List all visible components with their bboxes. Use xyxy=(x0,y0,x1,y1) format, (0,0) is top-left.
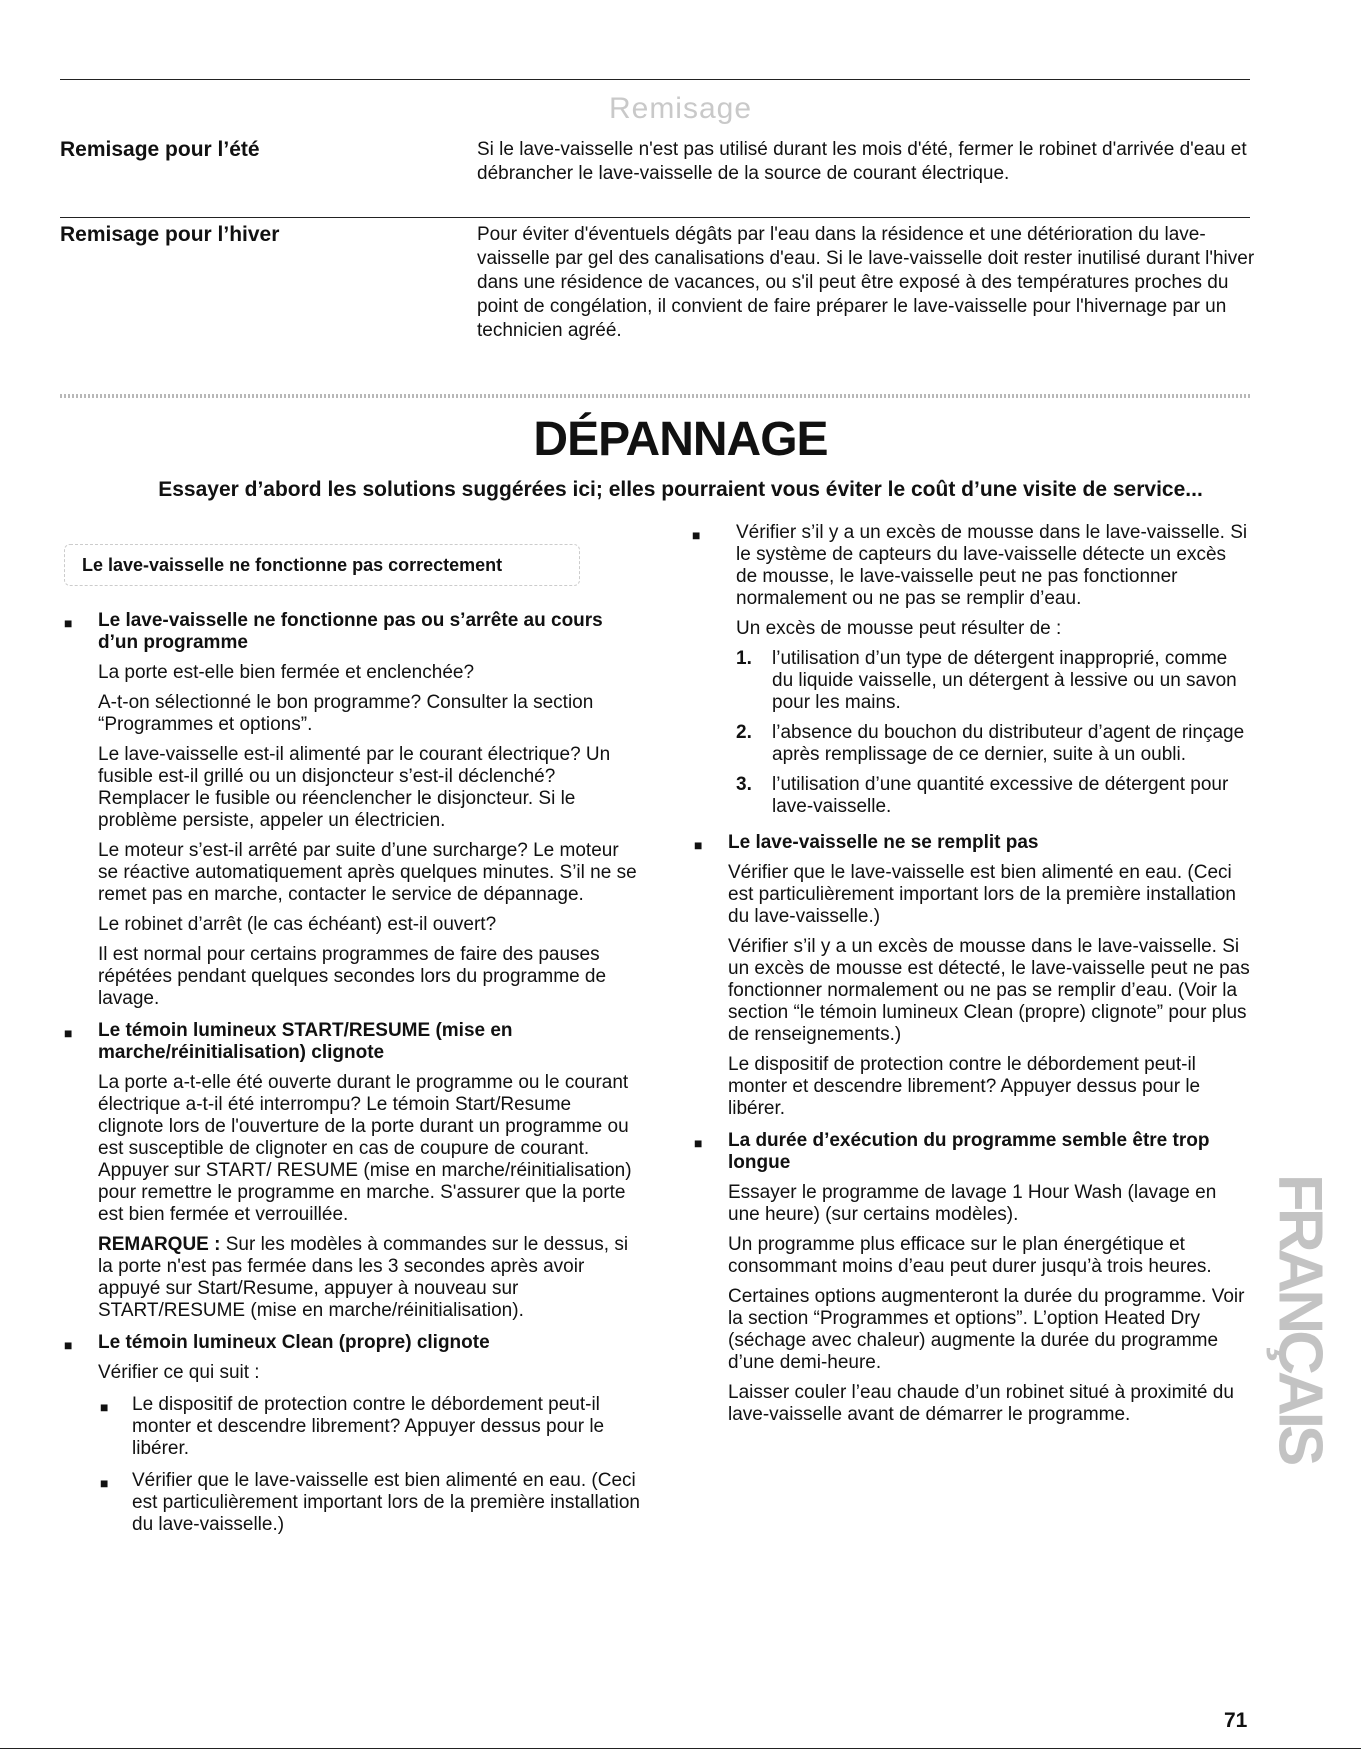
depannage-title: DÉPANNAGE xyxy=(533,413,828,466)
issue-heading: Le lave-vaisselle ne fonctionne pas ou s’arrête au cours d’un programme xyxy=(98,610,603,653)
paragraph: Il est normal pour certains programmes de faire des pauses répétées pendant quelques secondes lors du programme de lavage. xyxy=(98,944,607,1009)
issue-start-resume-blinking xyxy=(60,1020,640,1322)
note-label: REMARQUE : xyxy=(98,1234,221,1255)
numbered-item xyxy=(736,722,1250,766)
section-divider xyxy=(60,394,1250,398)
square-bullet-icon: ■ xyxy=(64,1337,73,1353)
item-number: 1. xyxy=(736,648,752,669)
issue-heading: Le lave-vaisselle ne se remplit pas xyxy=(728,832,1039,853)
square-bullet-icon: ■ xyxy=(64,1025,73,1041)
remisage-summer-text: Si le lave-vaisselle n'est pas utilisé durant les mois d'été, fermer le robinet d'arrivée d'eau et débrancher le lave-vaisselle de la source de courant électrique. xyxy=(477,139,1247,184)
remisage-winter-label: Remisage pour l’hiver xyxy=(60,223,280,246)
square-bullet-icon: ■ xyxy=(692,527,701,543)
paragraph: Laisser couler l’eau chaude d’un robinet situé à proximité du lave-vaisselle avant de démarrer le programme. xyxy=(728,1382,1234,1425)
sub-item xyxy=(98,1394,640,1460)
remisage-divider xyxy=(60,217,1250,218)
remisage-winter-row xyxy=(60,223,1260,343)
remisage-summer-row xyxy=(60,138,1260,208)
note-text: Sur les modèles à commandes sur le dessus, si la porte n'est pas fermée dans les 3 secondes après avoir appuyé sur Start/Resume, appuyer à nouveau sur START/RESUME (mise en marche/réinitialisation). xyxy=(98,1234,629,1321)
sub-item xyxy=(690,522,1250,818)
page-number: 71 xyxy=(1224,1709,1248,1732)
paragraph: Le robinet d’arrêt (le cas échéant) est-il ouvert? xyxy=(98,914,497,935)
paragraph: Un excès de mousse peut résulter de : xyxy=(736,618,1062,639)
paragraph: La porte est-elle bien fermée et enclenchée? xyxy=(98,662,475,683)
paragraph: Vérifier s’il y a un excès de mousse dans le lave-vaisselle. Si un excès de mousse est détecté, le lave-vaisselle peut ne pas fonctionner normalement ou ne pas se remplir d’eau. (Voir la section “le témoin lumineux Clean (propre) clignote” pour plus de renseignements.) xyxy=(728,936,1250,1045)
item-number: 3. xyxy=(736,774,752,795)
square-bullet-icon: ■ xyxy=(64,615,73,631)
paragraph: Vérifier que le lave-vaisselle est bien alimenté en eau. (Ceci est particulièrement important lors de la première installation du lave-vaisselle.) xyxy=(728,862,1236,927)
square-bullet-icon: ■ xyxy=(100,1399,109,1415)
paragraph: Vérifier ce qui suit : xyxy=(98,1362,260,1383)
issue-clean-blinking xyxy=(60,1332,640,1536)
remisage-summer-label: Remisage pour l’été xyxy=(60,138,260,161)
numbered-text: l’utilisation d’une quantité excessive de détergent pour lave-vaisselle. xyxy=(772,774,1229,817)
right-column xyxy=(690,522,1250,1434)
issue-heading: La durée d’exécution du programme semble être trop longue xyxy=(728,1130,1210,1173)
paragraph: Vérifier s’il y a un excès de mousse dans le lave-vaisselle. Si le système de capteurs du lave-vaisselle détecte un excès de mousse, le lave-vaisselle peut ne pas fonctionner normalement ou ne pas se remplir d’eau. xyxy=(736,522,1248,609)
item-number: 2. xyxy=(736,722,752,743)
paragraph: Un programme plus efficace sur le plan énergétique et consommant moins d’eau peut durer jusqu’à trois heures. xyxy=(728,1234,1212,1277)
note-paragraph xyxy=(98,1234,640,1322)
numbered-item xyxy=(736,648,1250,714)
square-bullet-icon: ■ xyxy=(694,1135,703,1151)
issue-heading: Le témoin lumineux START/RESUME (mise en marche/réinitialisation) clignote xyxy=(98,1020,513,1063)
remisage-title: Remisage xyxy=(608,92,753,125)
sub-item xyxy=(98,1470,640,1536)
issue-not-running xyxy=(60,610,640,1010)
paragraph: Le lave-vaisselle est-il alimenté par le courant électrique? Un fusible est-il grillé ou un disjoncteur s’est-il déclenché? Remplacer le fusible ou réenclencher le disjoncteur. Si le problème persiste, appeler un électricien. xyxy=(98,744,611,831)
bottom-rule xyxy=(0,1748,1361,1749)
numbered-text: l’utilisation d’un type de détergent inapproprié, comme du liquide vaisselle, un détergent à lessive ou un savon pour les mains. xyxy=(772,648,1237,713)
issue-heading: Le témoin lumineux Clean (propre) clignote xyxy=(98,1332,490,1353)
paragraph: Le moteur s’est-il arrêté par suite d’une surcharge? Le moteur se réactive automatiquement après quelques minutes. S’il ne se remet pas en marche, contacter le service de dépannage. xyxy=(98,840,637,905)
sub-item-text: Le dispositif de protection contre le débordement peut-il monter et descendre librement? Appuyer dessus pour le libérer. xyxy=(132,1394,605,1459)
paragraph: Essayer le programme de lavage 1 Hour Wash (lavage en une heure) (sur certains modèles). xyxy=(728,1182,1217,1225)
sub-item-text: Vérifier que le lave-vaisselle est bien alimenté en eau. (Ceci est particulièrement important lors de la première installation du lave-vaisselle.) xyxy=(132,1470,640,1535)
remisage-winter-text: Pour éviter d'éventuels dégâts par l'eau dans la résidence et une détérioration du lave-vaisselle par gel des canalisations d'eau. Si le lave-vaisselle doit rester inutilisé durant l'hiver dans une résidence de vacances, ou s'il peut être exposé à des températures proches du point de congélation, il convient de faire préparer le lave-vaisselle pour l'hivernage par un technicien agréé. xyxy=(477,224,1255,341)
issue-cycle-too-long xyxy=(690,1130,1250,1426)
section-heading: Le lave-vaisselle ne fonctionne pas correctement xyxy=(74,548,510,582)
depannage-subtitle: Essayer d’abord les solutions suggérées ici; elles pourraient vous éviter le coût d’une visite de service... xyxy=(158,478,1203,501)
square-bullet-icon: ■ xyxy=(694,837,703,853)
numbered-text: l’absence du bouchon du distributeur d’agent de rinçage après remplissage de ce dernier, suite à un oubli. xyxy=(772,722,1245,765)
paragraph: Le dispositif de protection contre le débordement peut-il monter et descendre librement? Appuyer dessus pour le libérer. xyxy=(728,1054,1201,1119)
paragraph: Certaines options augmenteront la durée du programme. Voir la section “Programmes et options”. L’option Heated Dry (séchage avec chaleur) augmente la durée du programme d’une demi-heure. xyxy=(728,1286,1245,1373)
square-bullet-icon: ■ xyxy=(100,1475,109,1491)
paragraph: A-t-on sélectionné le bon programme? Consulter la section “Programmes et options”. xyxy=(98,692,594,735)
left-column xyxy=(60,520,640,1546)
paragraph: La porte a-t-elle été ouverte durant le programme ou le courant électrique a-t-il été interrompu? Le témoin Start/Resume clignote lors de l'ouverture de la porte durant un programme ou est susceptible de clignoter en cas de coupure de courant. Appuyer sur START/ RESUME (mise en marche/réinitialisation) pour remettre le programme en marche. S'assurer que la porte est bien fermée et verrouillée. xyxy=(98,1072,632,1225)
numbered-item xyxy=(736,774,1250,818)
language-side-tab: FRANÇAIS xyxy=(1265,1173,1335,1463)
top-rule xyxy=(60,79,1250,80)
issue-not-filling xyxy=(690,832,1250,1120)
